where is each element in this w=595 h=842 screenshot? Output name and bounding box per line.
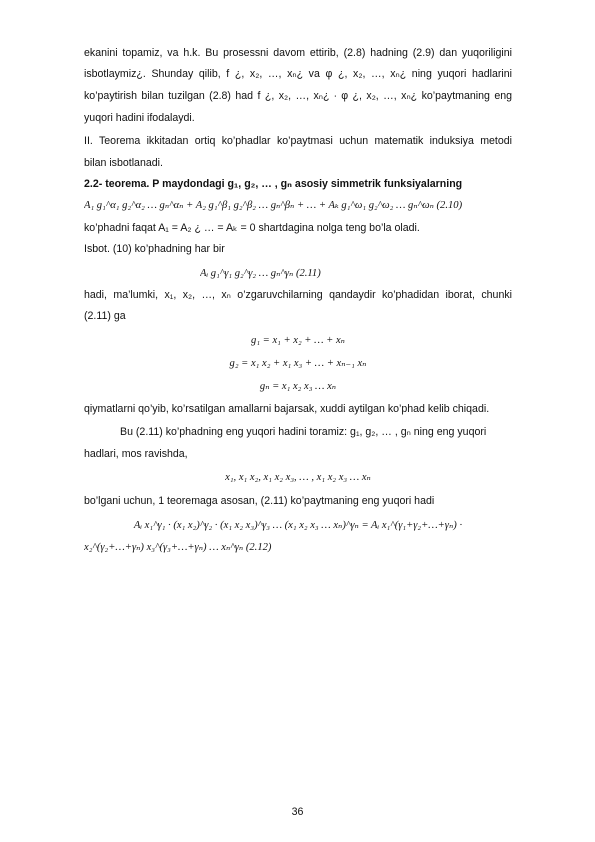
text-line-4: yuqori hadini ifodalaydi. [84,112,195,124]
formula-leading-terms: x₁, x₁ x₂, x₁ x₂ x₃, … , x₁ x₂ x₃ … xₙ [225,472,371,483]
text-line-17: qiymatlarni qo’yib, ko’rsatilgan amallarni bajarsak, xuddi aytilgan ko’phad kelib chiqadi. [84,403,490,415]
text-line-1: ekanini topamiz, va h.k. Bu prosessni davom ettirib, (2.8) hadning (2.9) dan yuqoriligini [84,47,512,59]
text-line-12: hadi, ma’lumki, x₁, x₂, …, xₙ o’zgaruvchilarning qandaydir ko’phadidan iborat, chunki [84,289,512,301]
formula-2-11: Aᵢ g₁^γ₁ g₂^γ₂ … gₙ^γₙ (2.11) [200,268,321,279]
formula-g1: g₁ = x₁ + x₂ + … + xₙ [251,335,345,346]
text-line-19: hadlari, mos ravishda, [84,448,188,460]
theorem-heading: 2.2- teorema. P maydondagi g₁, g₂, … , gₙ asosiy simmetrik funksiyalarning [84,178,463,190]
formula-2-12-part1: Aᵢ x₁^γ₁ ∙ (x₁ x₂)^γ₂ ∙ (x₁ x₂ x₃)^γ₃ … (x₁ x₂ x₃ … xₙ)^γₙ = Aᵢ x₁^(γ₁+γ₂+…+γₙ) ∙ [133,520,463,531]
formula-2-10: A₁ g₁^α₁ g₂^α₂ … gₙ^αₙ + A₂ g₁^β₁ g₂^β₂ … gₙ^βₙ + … + Aₖ g₁^ω₁ g₂^ω₂ … gₙ^ωₙ (2.10) [84,200,463,211]
text-line-18: Bu (2.11) ko’phadning eng yuqori hadini toramiz: g₁, g₂, … , gₙ ning eng yuqori [120,426,487,438]
text-line-13: (2.11) ga [84,310,126,322]
text-line-21: bo’lgani uchun, 1 teoremaga asosan, (2.11) ko’paytmaning eng yuqori hadi [84,495,435,507]
proof-start: Isbot. (10) ko’phadning har bir [84,243,225,255]
text-line-9: ko’phadni faqat A₁ = A₂ ¿ … = Aₖ = 0 shartdagina nolga teng bo’la oladi. [84,222,420,234]
page-number: 36 [291,806,304,818]
formula-gn: gₙ = x₁ x₂ x₃ … xₙ [259,381,337,392]
formula-2-12-part2: x₂^(γ₂+…+γₙ) x₃^(γ₃+…+γₙ) … xₙ^γₙ (2.12) [84,542,272,553]
text-line-3: ko’paytirish bilan tuzilgan (2.8) had f ¿, x₂, …, xₙ¿ ∙ φ ¿, x₂, …, xₙ¿ ko’paytmaning eng [84,90,512,102]
text-line-5: II. Teorema ikkitadan ortiq ko’phadlar ko’paytmasi uchun matematik induksiya metodi [84,135,512,147]
text-line-2: isbotlaymiz¿. Shunday qilib, f ¿, x₂, …, xₙ¿ va φ ¿, x₂, …, xₙ¿ ning yuqori hadlarini [84,68,512,80]
formula-g2: g₂ = x₁ x₂ + x₁ x₃ + … + xₙ₋₁ xₙ [229,358,367,369]
text-line-6: bilan isbotlanadi. [84,157,163,169]
